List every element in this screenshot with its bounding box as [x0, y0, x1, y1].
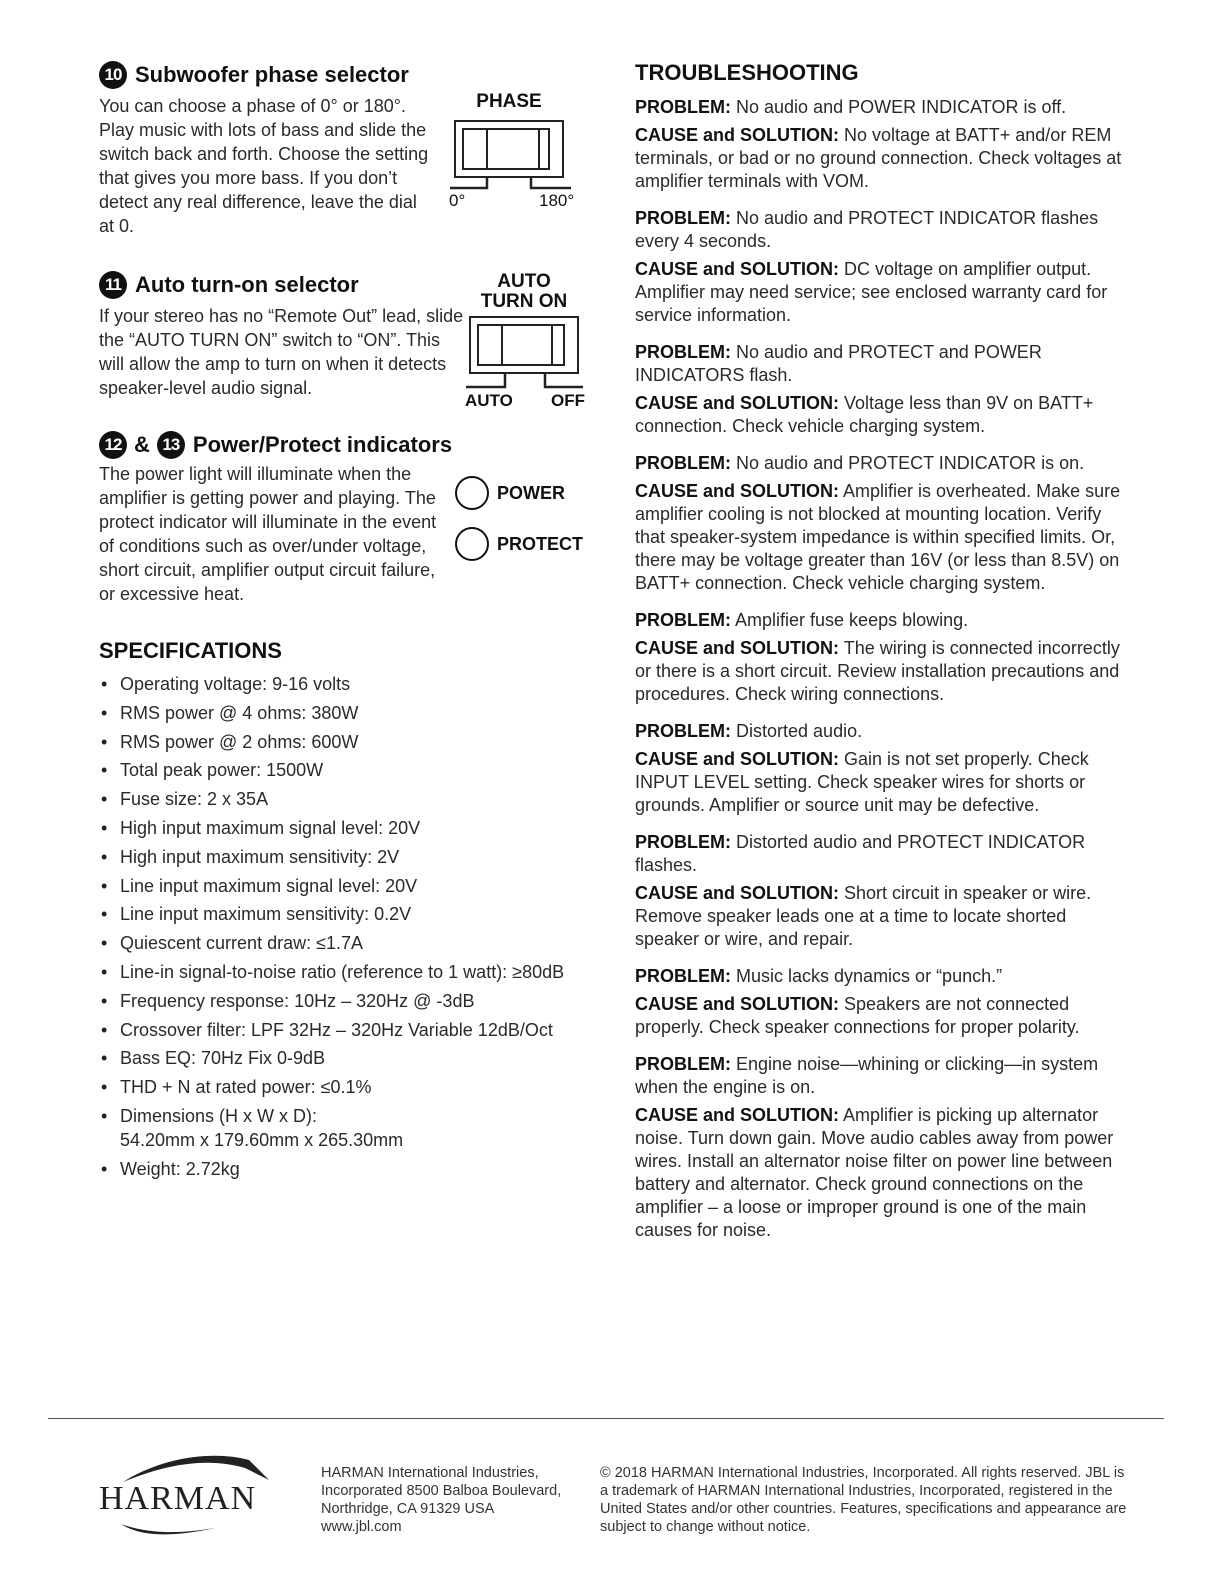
spec-item: • Line input maximum sensitivity: 0.2V	[99, 902, 599, 926]
troubleshooting-heading: TROUBLESHOOTING	[635, 60, 859, 85]
indicators-section	[99, 430, 599, 606]
spec-item: • Quiescent current draw: ≤1.7A	[99, 931, 599, 955]
spec-item: • High input maximum signal level: 20V	[99, 816, 599, 840]
cause-description: The wiring is connected incorrectly or there is a short circuit. Review installation precautions and procedures. Check wiring connections.	[635, 638, 1120, 704]
problem-text	[635, 96, 1135, 119]
problem-description: No audio and POWER INDICATOR is off.	[736, 97, 1067, 117]
phase-0-label: 0°	[449, 191, 466, 210]
cause-text	[635, 748, 1135, 817]
auto-turn-on-switch-ticks-icon	[465, 370, 595, 390]
auto-turn-on-text: If your stereo has no “Remote Out” lead, slide the “AUTO TURN ON” switch to “ON”. This will allow the amp to turn on when it detects speaker-level audio signal.	[99, 306, 464, 398]
spec-item-dimensions	[99, 1104, 599, 1152]
footer-copyright: © 2018 HARMAN International Industries, Incorporated. All rights reserved. JBL is a trademark of HARMAN International Industries, Incorporated, registered in the United States and/or other countries. Features, specifications and appearance are subject to change without notice.	[600, 1465, 1127, 1535]
problem-label: PROBLEM:	[635, 208, 731, 228]
number-badge-11: 11	[99, 271, 127, 299]
problem-description: Music lacks dynamics or “punch.”	[736, 966, 1003, 986]
cause-label: CAUSE and SOLUTION:	[635, 259, 840, 279]
phase-selector-section	[99, 60, 599, 238]
spec-item: • Operating voltage: 9-16 volts	[99, 672, 599, 696]
problem-label: PROBLEM:	[635, 966, 731, 986]
auto-turn-on-switch-diagram	[465, 270, 595, 410]
spec-item: • Crossover filter: LPF 32Hz – 320Hz Variable 12dB/Oct	[99, 1018, 599, 1042]
cause-text	[635, 637, 1135, 706]
troubleshooting-entry	[635, 609, 1135, 706]
problem-description: Amplifier fuse keeps blowing.	[735, 610, 969, 630]
auto-label: AUTO	[465, 391, 513, 410]
harman-logo	[99, 1450, 274, 1540]
number-badge-12: 12	[99, 431, 127, 459]
problem-label: PROBLEM:	[635, 721, 731, 741]
power-indicator-circle-icon	[455, 476, 489, 510]
problem-label: PROBLEM:	[635, 97, 731, 117]
cause-text	[635, 124, 1135, 193]
cause-description: Voltage less than 9V on BATT+ connection. Check vehicle charging system.	[635, 393, 1094, 436]
cause-text	[635, 882, 1135, 951]
cause-label: CAUSE and SOLUTION:	[635, 125, 840, 145]
cause-text	[635, 993, 1135, 1039]
power-indicator	[455, 476, 565, 510]
cause-label: CAUSE and SOLUTION:	[635, 749, 840, 769]
phase-selector-text: You can choose a phase of 0° or 180°. Play music with lots of bass and slide the switch back and forth. Choose the setting that gives you more bass. If you don’t detect any real difference, leave the dial at 0.	[99, 96, 429, 236]
problem-description: Distorted audio.	[736, 721, 863, 741]
cause-description: Short circuit in speaker or wire. Remove speaker leads one at a time to locate shorted speaker or wire, and repair.	[635, 883, 1092, 949]
phase-switch-diagram	[449, 90, 584, 215]
harman-logo-swoosh-top-icon	[121, 1450, 271, 1484]
spec-dimensions-value: 54.20mm x 179.60mm x 265.30mm	[120, 1129, 404, 1150]
problem-text	[635, 720, 1135, 743]
problem-description: Engine noise—whining or clicking—in system when the engine is on.	[635, 1054, 1099, 1097]
problem-description: No audio and PROTECT INDICATOR is on.	[736, 453, 1085, 473]
problem-text	[635, 1053, 1135, 1099]
spec-item: • High input maximum sensitivity: 2V	[99, 845, 599, 869]
footer-divider	[48, 1418, 1164, 1419]
indicators-title: Power/Protect indicators	[192, 432, 453, 457]
spec-item: • Weight: 2.72kg	[99, 1157, 599, 1181]
harman-logo-swoosh-bottom-icon	[119, 1522, 219, 1538]
problem-text	[635, 965, 1135, 988]
problem-text	[635, 609, 1135, 632]
indicators-text: The power light will illuminate when the amplifier is getting power and playing. The protect indicator will illuminate in the event of conditions such as over/under voltage, short circuit, amplifier output circuit failure, or excessive heat.	[99, 464, 437, 604]
harman-logo-text: HARMAN	[99, 1480, 257, 1517]
address-line: Incorporated 8500 Balboa Boulevard,	[321, 1483, 562, 1499]
spec-item: • Line-in signal-to-noise ratio (reference to 1 watt): ≥80dB	[99, 960, 599, 984]
troubleshooting-entry	[635, 965, 1135, 1039]
problem-label: PROBLEM:	[635, 832, 731, 852]
problem-description: No audio and PROTECT INDICATOR flashes every 4 seconds.	[635, 208, 1099, 251]
cause-label: CAUSE and SOLUTION:	[635, 481, 840, 501]
address-line: Northridge, CA 91329 USA	[321, 1501, 495, 1517]
phase-switch-ticks-icon	[449, 176, 579, 192]
problem-label: PROBLEM:	[635, 610, 731, 630]
address-line: HARMAN International Industries,	[321, 1465, 539, 1481]
specifications-section	[99, 638, 599, 1186]
problem-label: PROBLEM:	[635, 1054, 731, 1074]
spec-item: • THD + N at rated power: ≤0.1%	[99, 1075, 599, 1099]
power-indicator-label: POWER	[497, 482, 566, 503]
phase-switch-outline-icon	[454, 120, 564, 178]
off-label: OFF	[551, 391, 585, 410]
auto-turn-on-section	[99, 270, 599, 410]
phase-selector-heading	[99, 60, 599, 90]
auto-turn-on-switch-label-1: AUTO	[497, 271, 551, 292]
spec-item: • Line input maximum signal level: 20V	[99, 874, 599, 898]
protect-indicator-label: PROTECT	[497, 533, 584, 554]
problem-text	[635, 207, 1135, 253]
problem-label: PROBLEM:	[635, 342, 731, 362]
auto-turn-on-switch-outline-icon	[469, 316, 579, 374]
spec-item: • Fuse size: 2 x 35A	[99, 787, 599, 811]
specifications-heading: SPECIFICATIONS	[99, 638, 282, 663]
spec-dimensions-label: Dimensions (H x W x D):	[120, 1105, 318, 1126]
phase-selector-title: Subwoofer phase selector	[135, 62, 409, 87]
cause-label: CAUSE and SOLUTION:	[635, 1105, 840, 1125]
troubleshooting-entry	[635, 452, 1135, 595]
troubleshooting-entry	[635, 96, 1135, 193]
protect-indicator-circle-icon	[455, 527, 489, 561]
cause-text	[635, 392, 1135, 438]
spec-item: • RMS power @ 2 ohms: 600W	[99, 730, 599, 754]
troubleshooting-entry	[635, 341, 1135, 438]
troubleshooting-entry	[635, 831, 1135, 951]
troubleshooting-entry	[635, 720, 1135, 817]
ampersand: &	[134, 432, 150, 457]
cause-label: CAUSE and SOLUTION:	[635, 994, 840, 1014]
cause-description: Amplifier is overheated. Make sure amplifier cooling is not blocked at mounting location. Verify that speaker-system impedance is within specified limits. Or, there may be voltage greater than 16V (or less than 8.5V) on BATT+ connection. Check vehicle charging system.	[635, 481, 1121, 593]
specifications-list	[99, 672, 599, 1181]
problem-label: PROBLEM:	[635, 453, 731, 473]
spec-item: • RMS power @ 4 ohms: 380W	[99, 701, 599, 725]
problem-text	[635, 452, 1135, 475]
indicators-heading	[99, 430, 599, 460]
cause-description: DC voltage on amplifier output. Amplifier may need service; see enclosed warranty card for service information.	[635, 259, 1108, 325]
problem-text	[635, 831, 1135, 877]
troubleshooting-section	[635, 60, 1135, 1256]
auto-turn-on-title: Auto turn-on selector	[135, 272, 359, 297]
spec-item: • Bass EQ: 70Hz Fix 0-9dB	[99, 1046, 599, 1070]
cause-label: CAUSE and SOLUTION:	[635, 883, 840, 903]
problem-description: No audio and PROTECT and POWER INDICATORS flash.	[635, 342, 1042, 385]
auto-turn-on-switch-label-2: TURN ON	[480, 291, 568, 312]
spec-item: • Frequency response: 10Hz – 320Hz @ -3dB	[99, 989, 599, 1013]
website-link[interactable]: www.jbl.com	[321, 1519, 402, 1535]
cause-description: Gain is not set properly. Check INPUT LEVEL setting. Check speaker wires for shorts or grounds. Amplifier or source unit may be defective.	[635, 749, 1089, 815]
protect-indicator	[455, 527, 583, 561]
troubleshooting-entry	[635, 207, 1135, 327]
cause-text	[635, 1104, 1135, 1242]
cause-description: Amplifier is picking up alternator noise. Turn down gain. Move audio cables away from power wires. Install an alternator noise filter on power line between battery and alternator. Check ground connections on the amplifier – a loose or improper ground is one of the main causes for noise.	[635, 1105, 1114, 1240]
troubleshooting-list	[635, 96, 1135, 1242]
troubleshooting-entry	[635, 1053, 1135, 1242]
spec-item: • Total peak power: 1500W	[99, 758, 599, 782]
cause-label: CAUSE and SOLUTION:	[635, 393, 840, 413]
cause-text	[635, 480, 1135, 595]
cause-description: No voltage at BATT+ and/or REM terminals, or bad or no ground connection. Check voltages at amplifier terminals with VOM.	[635, 125, 1122, 191]
phase-180-label: 180°	[539, 191, 575, 210]
cause-description: Speakers are not connected properly. Check speaker connections for proper polarity.	[635, 994, 1080, 1037]
number-badge-13: 13	[157, 431, 185, 459]
number-badge-10: 10	[99, 61, 127, 89]
problem-text	[635, 341, 1135, 387]
cause-label: CAUSE and SOLUTION:	[635, 638, 840, 658]
phase-switch-label: PHASE	[476, 91, 542, 112]
footer-address	[321, 1464, 561, 1536]
problem-description: Distorted audio and PROTECT INDICATOR flashes.	[635, 832, 1086, 875]
cause-text	[635, 258, 1135, 327]
